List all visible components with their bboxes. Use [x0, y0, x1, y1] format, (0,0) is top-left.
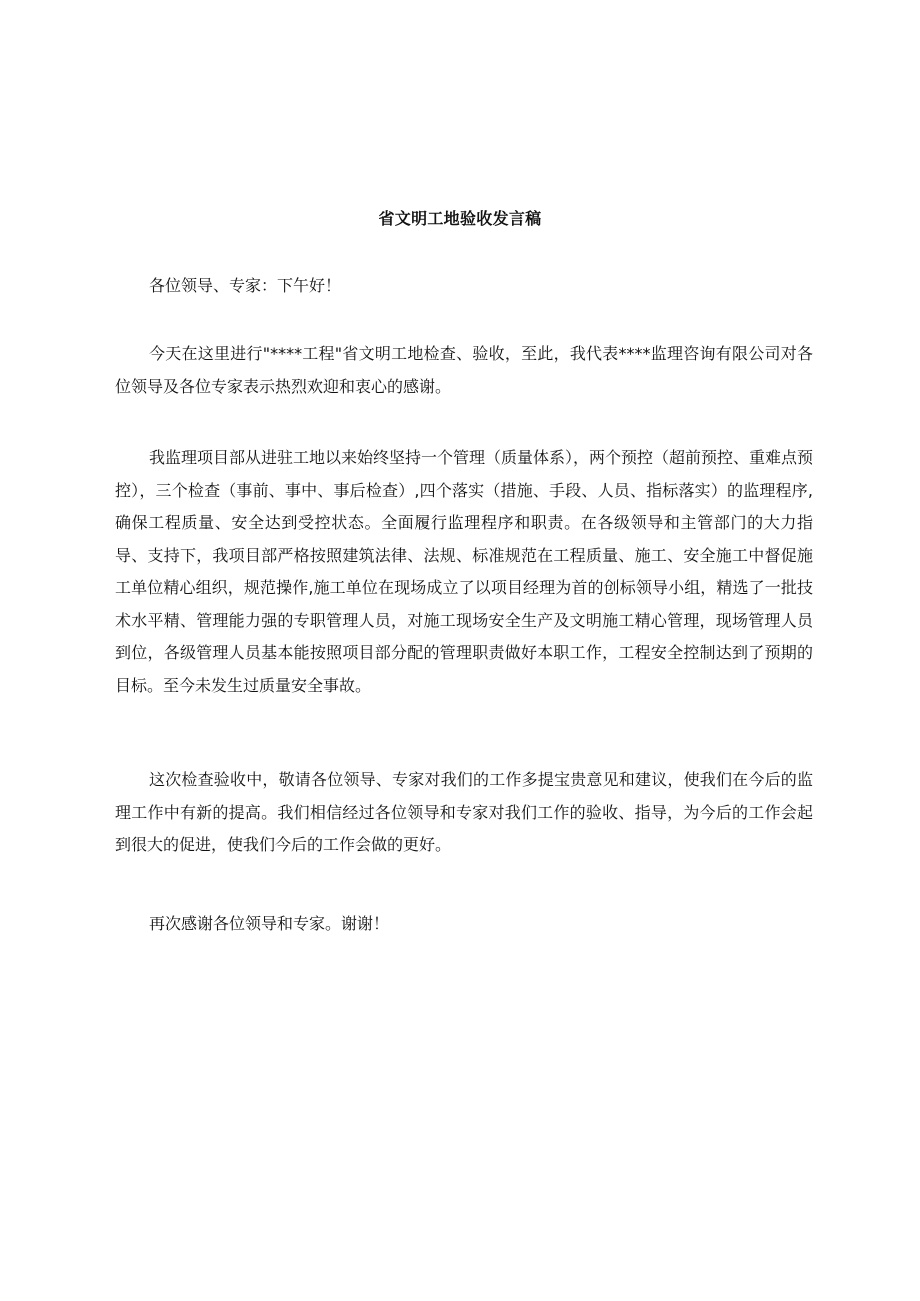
paragraph-request: 这次检查验收中，敬请各位领导、专家对我们的工作多提宝贵意见和建议，使我们在今后的监理工作中有新的提高。我们相信经过各位领导和专家对我们工作的验收、指导，为今后的工作会起到很大的促进，使我们今后的工作会做的更好。 [115, 770, 813, 854]
paragraph-welcome: 今天在这里进行"****工程"省文明工地检查、验收，至此，我代表****监理咨询有限公司对各位领导及各位专家表示热烈欢迎和衷心的感谢。 [115, 344, 813, 396]
greeting: 各位领导、专家：下午好！ [149, 276, 342, 295]
paragraph-supervision: 我监理项目部从进驻工地以来始终坚持一个管理（质量体系），两个预控（超前预控、重难点预控），三个检查（事前、事中、事后检查）,四个落实（措施、手段、人员、指标落实）的监理程序,确保工程质量、安全达到受控状态。全面履行监理程序和职责。在各级领导和主管部门的大力指导、支持下，我项目部严格按照建筑法律、法规、标准规范在工程质量、施工、安全施工中督促施工单位精心组织，规范操作,施工单位在现场成立了以项目经理为首的创标领导小组，精选了一批技术水平精、管理能力强的专职管理人员，对施工现场安全生产及文明施工精心管理，现场管理人员到位，各级管理人员基本能按照项目部分配的管理职责做好本职工作，工程安全控制达到了预期的目标。至今未发生过质量安全事故。 [115, 448, 814, 695]
closing: 再次感谢各位领导和专家。谢谢！ [149, 914, 390, 933]
document-title: 省文明工地验收发言稿 [378, 209, 542, 228]
